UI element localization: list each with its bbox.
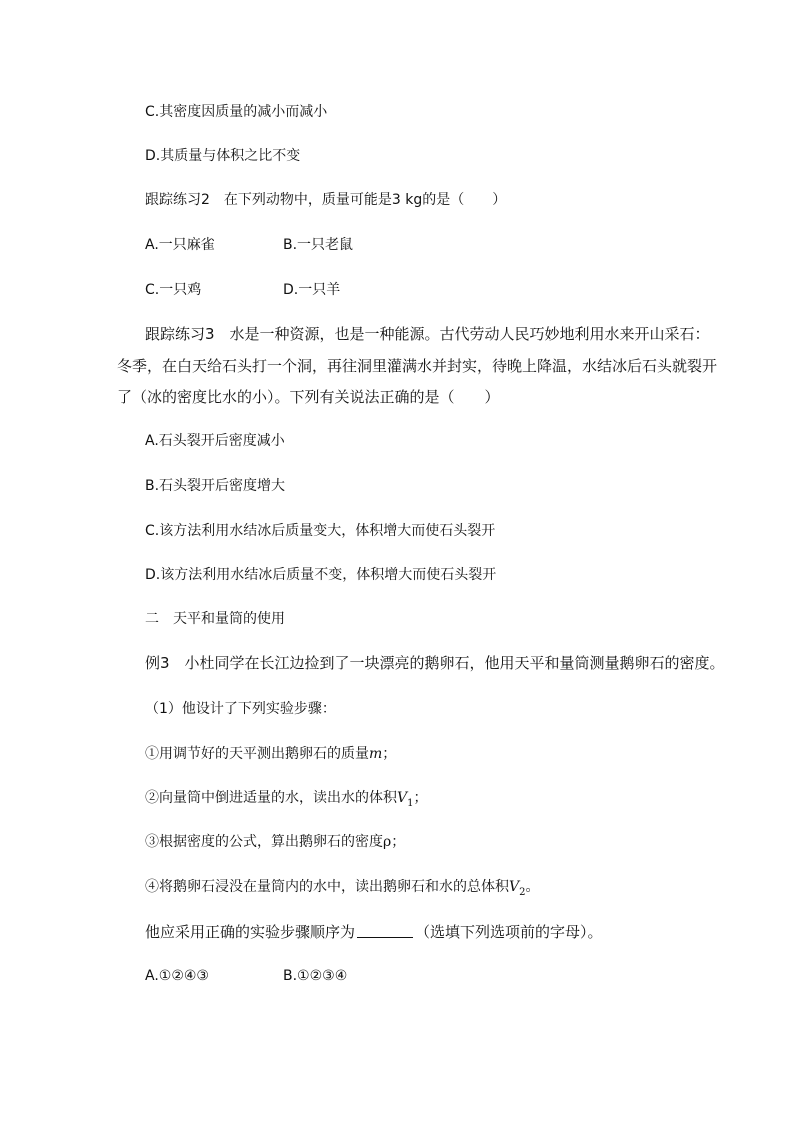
order-question-text: 他应采用正确的实验步骤顺序为 [145,923,356,941]
example3-part1: （1）他设计了下列实验步骤： [145,701,336,717]
exercise2-option-d: D.一只羊 [283,282,341,298]
step-1-variable: m [369,746,383,762]
step-4-variable: V [509,879,520,895]
q1-option-c: C.其密度因质量的减小而减小 [145,104,328,120]
step-2-text: ②向量筒中倒进适量的水，读出水的体积 [145,790,397,806]
step-2-variable: V [397,790,408,806]
section-heading: 二 天平和量筒的使用 [145,611,285,627]
step-4-subscript: 2 [519,886,526,898]
example3-option-a: A.①②④③ [145,968,209,984]
exercise2-stem: 跟踪练习2 在下列动物中，质量可能是3 kg的是（ ） [145,192,507,208]
exercise3-option-b: B.石头裂开后密度增大 [145,478,286,494]
exercise2-option-c: C.一只鸡 [145,282,202,298]
example3-stem: 例3 小杜同学在长江边捡到了一块漂亮的鹅卵石，他用天平和量筒测量鹅卵石的密度。 [145,654,725,672]
exercise3-stem-line1: 跟踪练习3 水是一种资源，也是一种能源。古代劳动人民巧妙地利用水来开山采石： [145,325,710,343]
exercise3-option-c: C.该方法利用水结冰后质量变大，体积增大而使石头裂开 [145,523,496,539]
exercise3-option-d: D.该方法利用水结冰后质量不变，体积增大而使石头裂开 [145,567,497,583]
exercise3-option-a: A.石头裂开后密度减小 [145,433,285,449]
answer-blank[interactable] [357,923,413,938]
step-1 [145,744,396,764]
example3-option-b: B.①②③④ [283,968,348,984]
step-3: ③根据密度的公式，算出鹅卵石的密度ρ； [145,834,406,850]
step-1-end: ； [382,746,397,762]
step-4 [145,877,540,903]
step-1-text: ①用调节好的天平测出鹅卵石的质量 [145,746,369,762]
q1-option-d: D.其质量与体积之比不变 [145,148,301,164]
exercise2-option-a: A.一只麻雀 [145,237,215,253]
step-2 [145,788,428,814]
step-2-subscript: 1 [407,797,414,809]
exercise2-option-b: B.一只老鼠 [283,237,354,253]
order-question [145,922,603,942]
step-4-text: ④将鹅卵石浸没在量筒内的水中，读出鹅卵石和水的总体积 [145,879,509,895]
exercise3-stem-line2: 冬季，在白天给石头打一个洞，再往洞里灌满水并封实，待晚上降温，水结冰后石头就裂开 [117,357,718,375]
step-2-end: ； [413,790,428,806]
order-question-hint: （选填下列选项前的字母）。 [415,923,603,941]
exercise3-stem-line3: 了（冰的密度比水的小）。下列有关说法正确的是（ ） [117,388,500,406]
step-4-end: 。 [525,879,540,895]
